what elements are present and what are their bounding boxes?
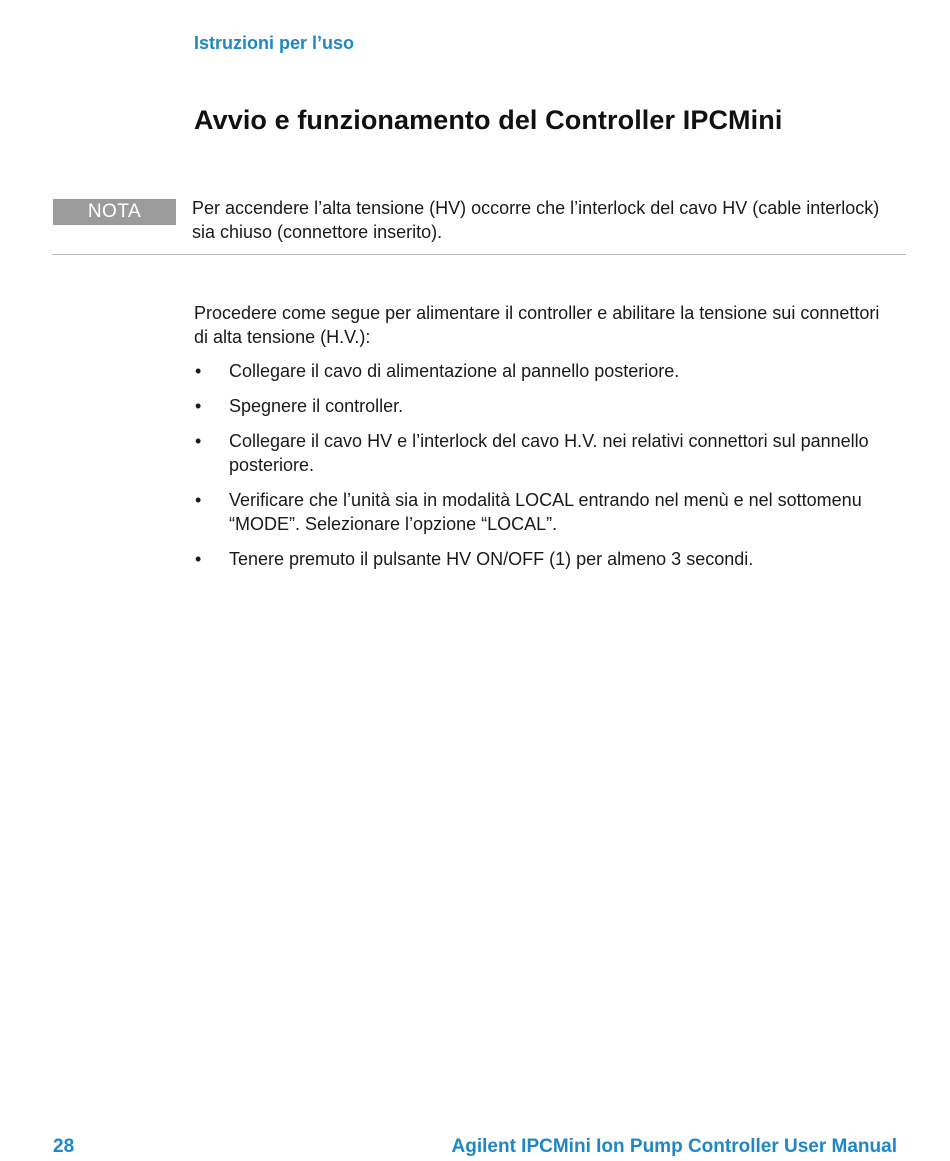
intro-paragraph: Procedere come segue per alimentare il controller e abilitare la tensione sui connettori di alta tensione (H.V.):: [194, 303, 880, 347]
list-item: [194, 429, 910, 477]
step-text: Collegare il cavo di alimentazione al pannello posteriore.: [229, 361, 680, 381]
step-text: Collegare il cavo HV e l’interlock del cavo H.V. nei relativi connettori sul pannello posteriore.: [229, 431, 869, 475]
note-divider: [52, 254, 906, 255]
footer-page-number: 28: [53, 1136, 75, 1157]
list-item: [194, 488, 910, 536]
running-header: Istruzioni per l’uso: [194, 33, 355, 53]
note-text: Per accendere l’alta tensione (HV) occorre che l’interlock del cavo HV (cable interlock) sia chiuso (connettore inserito).: [192, 198, 880, 242]
page-title: Avvio e funzionamento del Controller IPCMini: [194, 105, 783, 135]
bullet-icon: •: [195, 490, 202, 510]
step-text: Spegnere il controller.: [229, 396, 404, 416]
list-item: [194, 359, 910, 383]
list-item: [194, 394, 910, 418]
bullet-icon: •: [195, 396, 202, 416]
step-text: Verificare che l’unità sia in modalità LOCAL entrando nel menù e nel sottomenu “MODE”. Selezionare l’opzione “LOCAL”.: [229, 490, 862, 534]
step-text: Tenere premuto il pulsante HV ON/OFF (1) per almeno 3 secondi.: [229, 549, 754, 569]
bullet-icon: •: [195, 431, 202, 451]
footer-manual-title: Agilent IPCMini Ion Pump Controller User Manual: [451, 1136, 897, 1157]
bullet-icon: •: [195, 549, 202, 569]
bullet-icon: •: [195, 361, 202, 381]
step-list: [194, 359, 910, 582]
note-label: NOTA: [53, 199, 176, 225]
list-item: [194, 547, 910, 571]
